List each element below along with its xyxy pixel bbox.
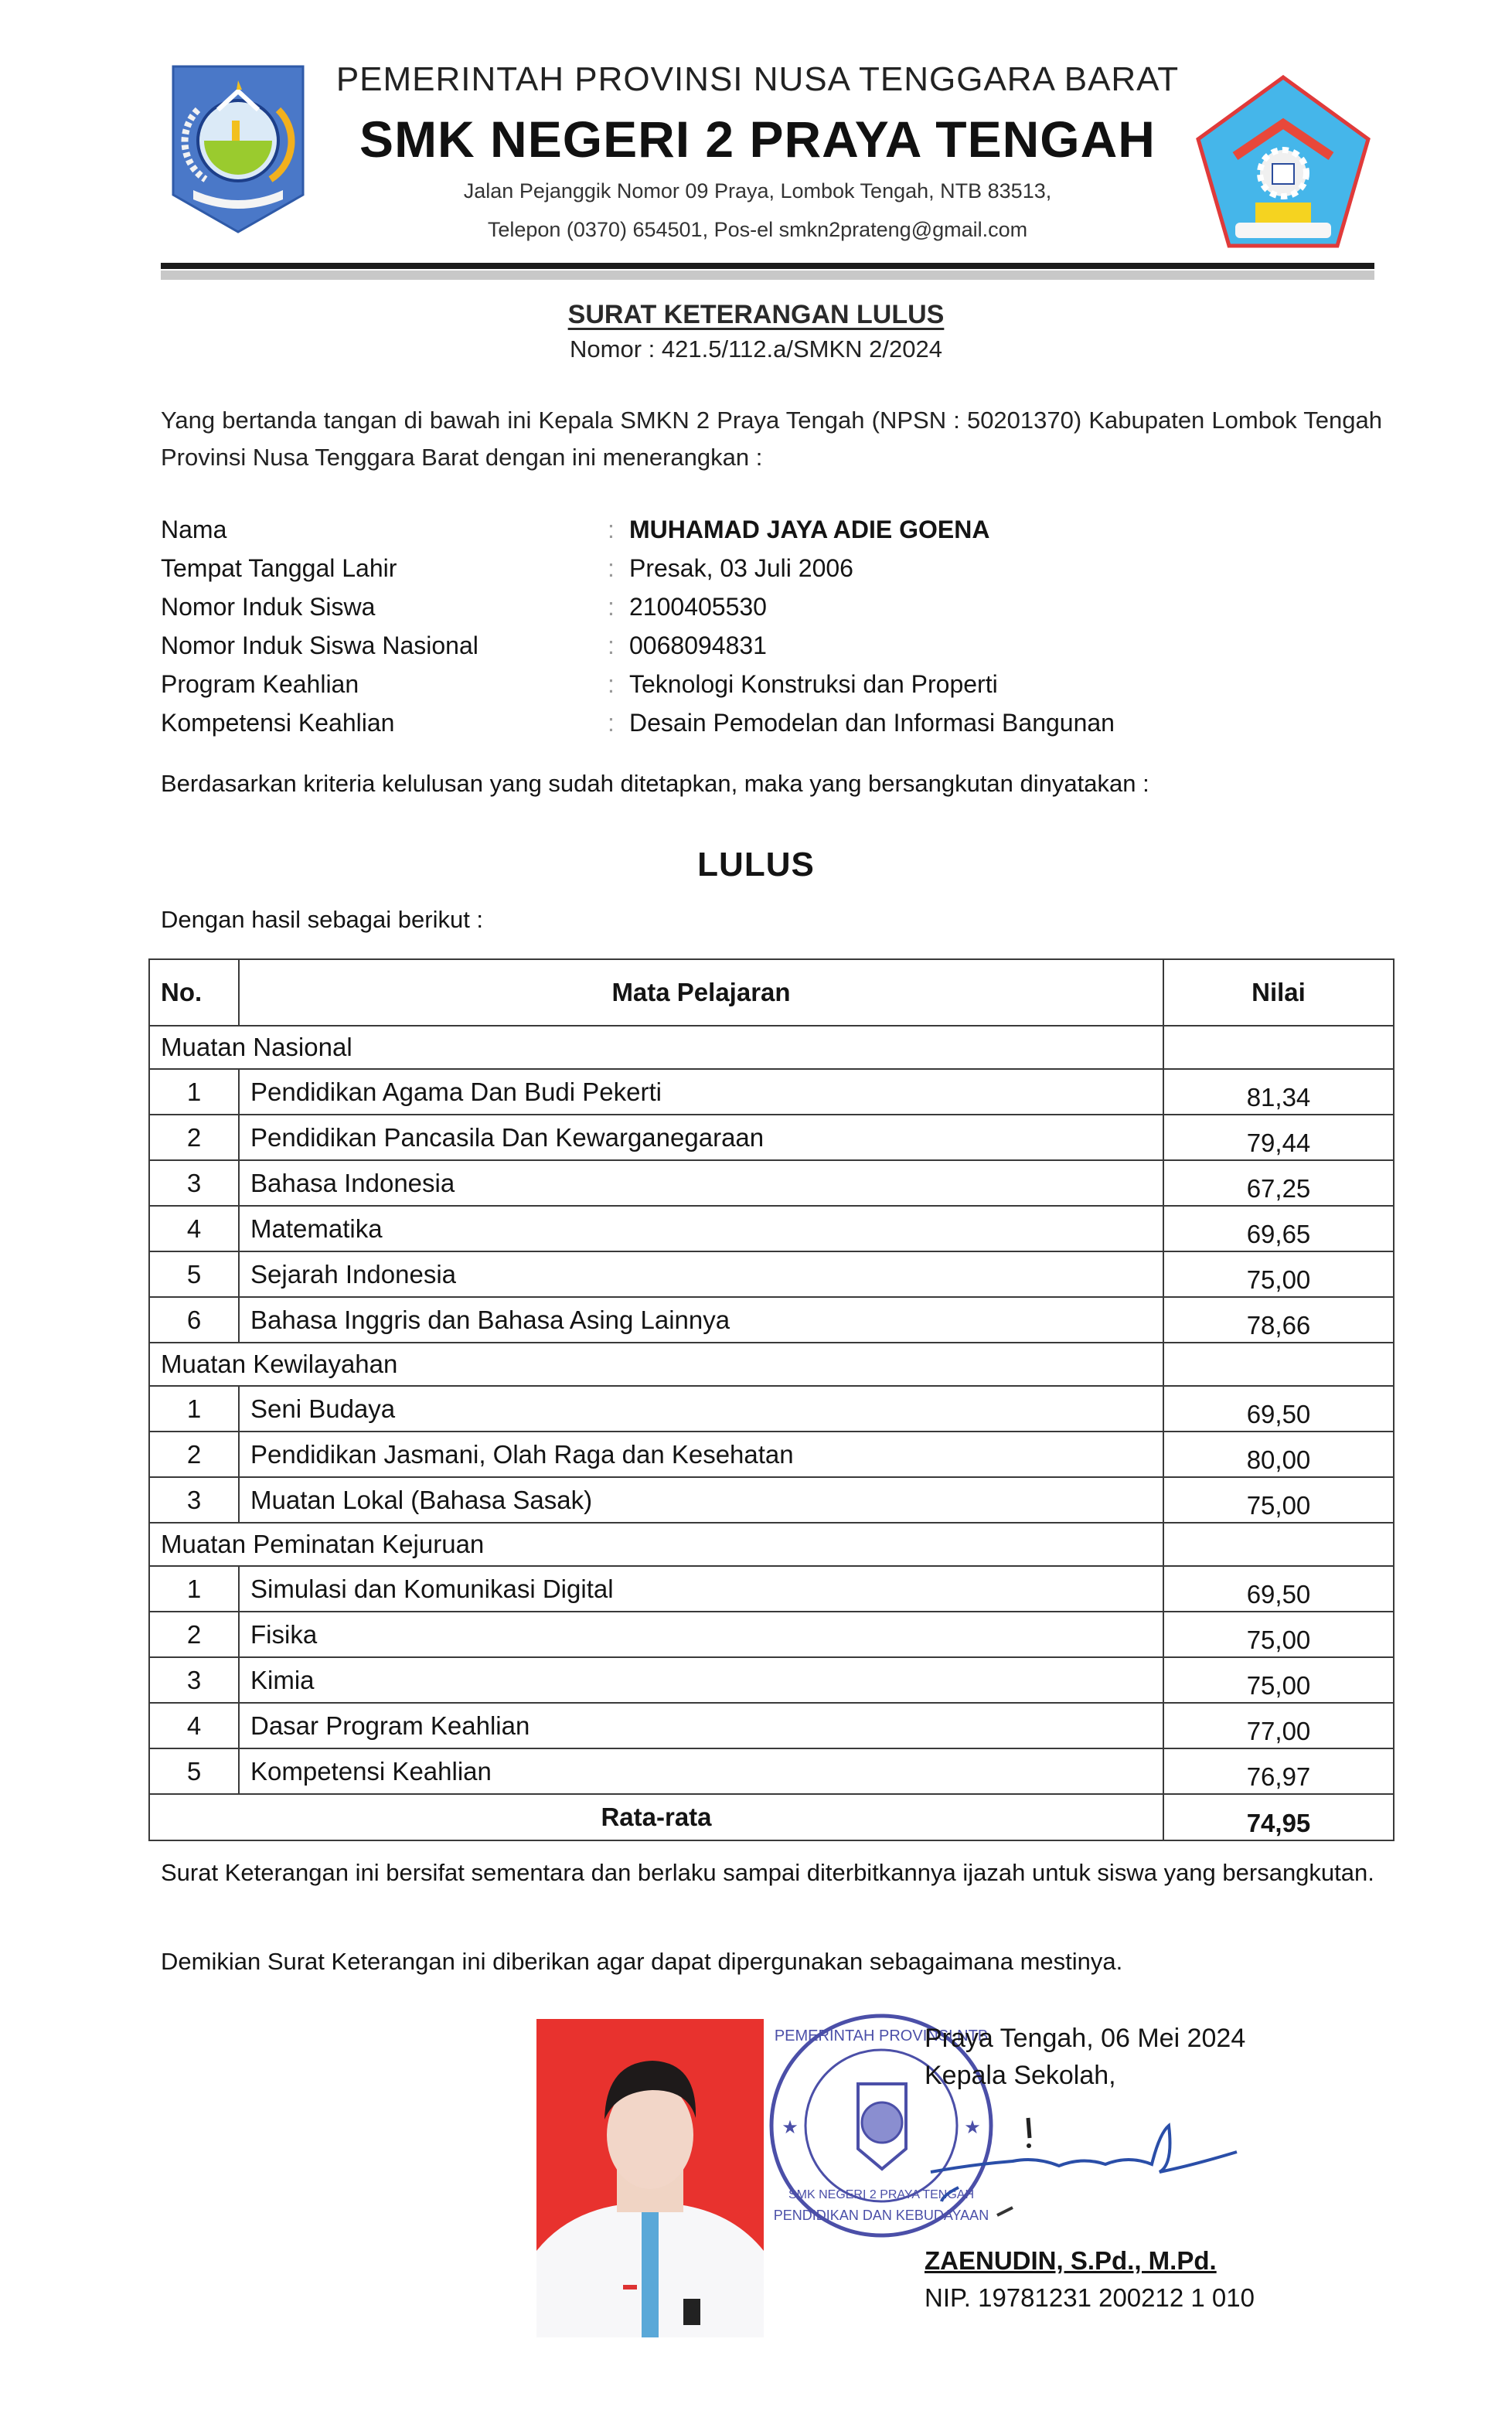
row-no: 5 [149, 1251, 239, 1297]
headmaster-nip: NIP. 19781231 200212 1 010 [925, 2283, 1255, 2312]
row-score: 75,00 [1163, 1251, 1394, 1297]
field-colon: : [608, 708, 615, 737]
svg-text:SMK NEGERI 2 PRAYA TENGAH: SMK NEGERI 2 PRAYA TENGAH [788, 2188, 975, 2201]
row-no: 5 [149, 1748, 239, 1794]
row-subject: Kompetensi Keahlian [239, 1748, 1163, 1794]
row-subject: Kimia [239, 1657, 1163, 1703]
row-no: 2 [149, 1612, 239, 1657]
empty-cell [1163, 1026, 1394, 1069]
field-label: Nomor Induk Siswa Nasional [161, 631, 478, 659]
table-row [149, 1432, 1394, 1477]
row-subject: Simulasi dan Komunikasi Digital [239, 1566, 1163, 1612]
field-value: 2100405530 [629, 592, 767, 621]
row-score: 69,50 [1163, 1386, 1394, 1432]
school-name: SMK NEGERI 2 PRAYA TENGAH [359, 111, 1156, 168]
document-title: SURAT KETERANGAN LULUS [567, 300, 945, 329]
average-score: 74,95 [1163, 1794, 1394, 1840]
group-name: Muatan Kewilayahan [149, 1343, 1163, 1386]
row-subject: Fisika [239, 1612, 1163, 1657]
signature-role: Kepala Sekolah, [925, 2061, 1116, 2090]
criteria-text: Berdasarkan kriteria kelulusan yang sudah ditetapkan, maka yang bersangkutan dinyatakan : [161, 770, 1149, 797]
handwritten-signature-icon [928, 2110, 1252, 2234]
group-row [149, 1343, 1394, 1386]
empty-cell [1163, 1343, 1394, 1386]
row-score: 81,34 [1163, 1069, 1394, 1115]
row-score: 69,50 [1163, 1566, 1394, 1612]
row-no: 4 [149, 1206, 239, 1251]
table-row [149, 1297, 1394, 1343]
row-score: 77,00 [1163, 1703, 1394, 1748]
row-no: 6 [149, 1297, 239, 1343]
row-subject: Pendidikan Jasmani, Olah Raga dan Kesehatan [239, 1432, 1163, 1477]
graduation-status: LULUS [697, 846, 815, 883]
row-score: 79,44 [1163, 1115, 1394, 1160]
grades-table [148, 958, 1395, 1841]
table-row [149, 1251, 1394, 1297]
row-score: 78,66 [1163, 1297, 1394, 1343]
field-competency [161, 703, 1320, 742]
field-colon: : [608, 515, 615, 543]
row-score: 76,97 [1163, 1748, 1394, 1794]
field-value: Desain Pemodelan dan Informasi Bangunan [629, 708, 1115, 737]
svg-text:PENDIDIKAN DAN KEBUDAYAAN: PENDIDIKAN DAN KEBUDAYAAN [773, 2208, 989, 2223]
header-score: Nilai [1163, 959, 1394, 1026]
table-row [149, 1657, 1394, 1703]
svg-text:PEMERINTAH PROVINSI NTB: PEMERINTAH PROVINSI NTB [774, 2027, 989, 2044]
document-number: Nomor : 421.5/112.a/SMKN 2/2024 [570, 335, 942, 363]
row-no: 1 [149, 1386, 239, 1432]
table-row [149, 1703, 1394, 1748]
row-score: 75,00 [1163, 1477, 1394, 1523]
table-row [149, 1115, 1394, 1160]
row-score: 80,00 [1163, 1432, 1394, 1477]
row-score: 75,00 [1163, 1657, 1394, 1703]
row-no: 4 [149, 1703, 239, 1748]
row-no: 2 [149, 1432, 239, 1477]
field-label: Program Keahlian [161, 669, 359, 698]
field-value: Teknologi Konstruksi dan Properti [629, 669, 998, 698]
table-row [149, 1206, 1394, 1251]
row-subject: Sejarah Indonesia [239, 1251, 1163, 1297]
row-no: 1 [149, 1069, 239, 1115]
field-nisn [161, 626, 1320, 665]
row-score: 75,00 [1163, 1612, 1394, 1657]
field-colon: : [608, 631, 615, 659]
svg-text:★: ★ [782, 2117, 799, 2138]
headmaster-name: ZAENUDIN, S.Pd., M.Pd. [925, 2246, 1217, 2275]
student-photo [536, 2019, 764, 2337]
row-no: 3 [149, 1657, 239, 1703]
field-nis [161, 587, 1320, 626]
field-value: 0068094831 [629, 631, 767, 659]
table-row [149, 1748, 1394, 1794]
results-intro: Dengan hasil sebagai berikut : [161, 906, 484, 933]
table-row [149, 1477, 1394, 1523]
table-row [149, 1160, 1394, 1206]
row-no: 1 [149, 1566, 239, 1612]
field-value: MUHAMAD JAYA ADIE GOENA [629, 515, 990, 543]
row-score: 69,65 [1163, 1206, 1394, 1251]
ntb-province-emblem-icon [170, 63, 301, 235]
row-subject: Seni Budaya [239, 1386, 1163, 1432]
row-score: 67,25 [1163, 1160, 1394, 1206]
field-colon: : [608, 669, 615, 698]
letterhead-rule-shadow [161, 271, 1374, 280]
field-birth [161, 549, 1320, 587]
table-row [149, 1612, 1394, 1657]
average-row [149, 1794, 1394, 1840]
table-row [149, 1566, 1394, 1612]
field-value: Presak, 03 Juli 2006 [629, 553, 853, 582]
group-name: Muatan Nasional [149, 1026, 1163, 1069]
table-row [149, 1386, 1394, 1432]
closing-statement: Demikian Surat Keterangan ini diberikan agar dapat dipergunakan sebagaimana mestinya. [161, 1948, 1123, 1975]
row-subject: Muatan Lokal (Bahasa Sasak) [239, 1477, 1163, 1523]
row-subject: Pendidikan Pancasila Dan Kewarganegaraan [239, 1115, 1163, 1160]
group-row [149, 1026, 1394, 1069]
empty-cell [1163, 1523, 1394, 1566]
field-colon: : [608, 553, 615, 582]
group-row [149, 1523, 1394, 1566]
field-label: Tempat Tanggal Lahir [161, 553, 397, 582]
field-name [161, 510, 1320, 549]
group-name: Muatan Peminatan Kejuruan [149, 1523, 1163, 1566]
average-label: Rata-rata [149, 1794, 1163, 1840]
field-label: Kompetensi Keahlian [161, 708, 395, 737]
school-emblem-icon [1192, 71, 1374, 254]
intro-paragraph: Yang bertanda tangan di bawah ini Kepala SMKN 2 Praya Tengah (NPSN : 50201370) Kabupaten Lombok Tengah Provinsi Nusa Tenggara Barat dengan ini menerangkan : [161, 407, 1382, 471]
school-contact: Telepon (0370) 654501, Pos-el smkn2prateng@gmail.com [487, 218, 1028, 241]
header-subject: Mata Pelajaran [239, 959, 1163, 1026]
row-no: 2 [149, 1115, 239, 1160]
row-subject: Bahasa Inggris dan Bahasa Asing Lainnya [239, 1297, 1163, 1343]
field-label: Nomor Induk Siswa [161, 592, 376, 621]
field-label: Nama [161, 515, 227, 543]
svg-text:★: ★ [964, 2117, 981, 2138]
government-line: PEMERINTAH PROVINSI NUSA TENGGARA BARAT [335, 60, 1180, 98]
row-subject: Pendidikan Agama Dan Budi Pekerti [239, 1069, 1163, 1115]
row-subject: Matematika [239, 1206, 1163, 1251]
row-no: 3 [149, 1160, 239, 1206]
field-program [161, 665, 1320, 703]
student-identity [161, 510, 1320, 742]
validity-note: Surat Keterangan ini bersifat sementara dan berlaku sampai diterbitkannya ijazah untuk siswa yang bersangkutan. [161, 1859, 1374, 1886]
signature-place-date: Praya Tengah, 06 Mei 2024 [925, 2024, 1246, 2053]
row-subject: Dasar Program Keahlian [239, 1703, 1163, 1748]
table-row [149, 1069, 1394, 1115]
row-subject: Bahasa Indonesia [239, 1160, 1163, 1206]
school-address: Jalan Pejanggik Nomor 09 Praya, Lombok Tengah, NTB 83513, [463, 179, 1052, 203]
header-no: No. [149, 959, 239, 1026]
table-header [149, 959, 1394, 1026]
field-colon: : [608, 592, 615, 621]
letterhead-rule [161, 263, 1374, 269]
row-no: 3 [149, 1477, 239, 1523]
